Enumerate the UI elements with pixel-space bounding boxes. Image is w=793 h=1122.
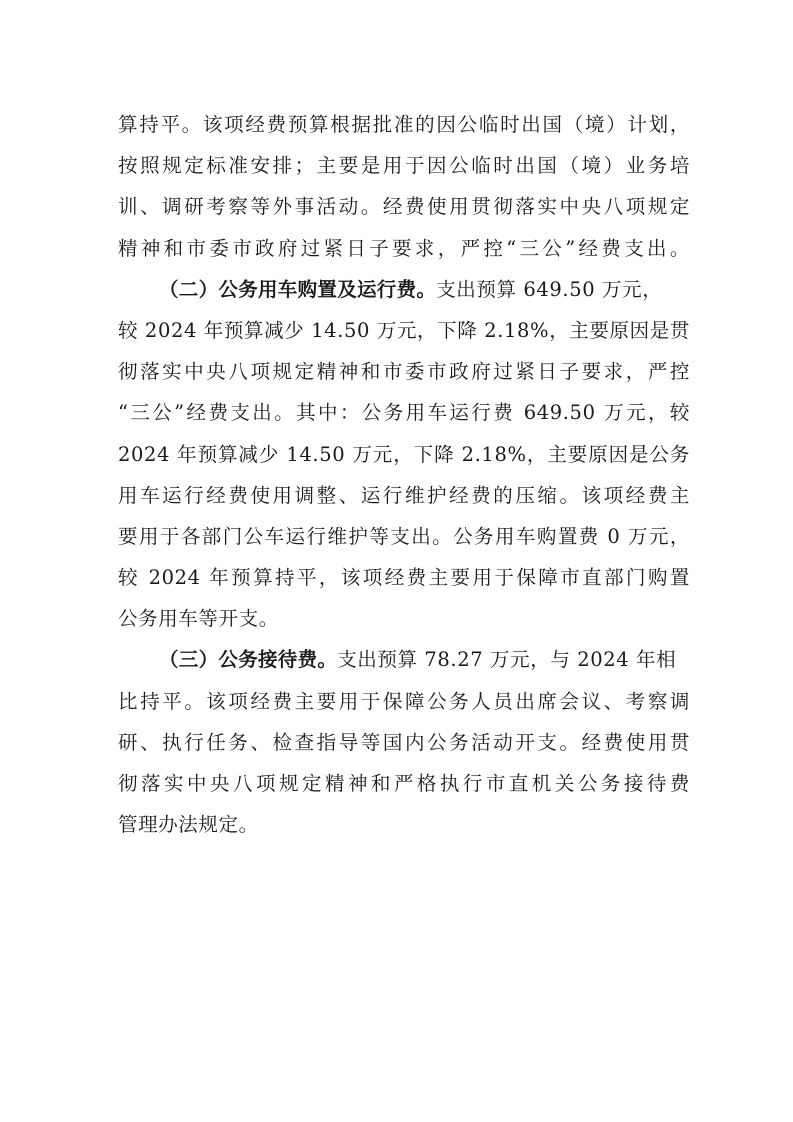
text-line-first bbox=[118, 269, 690, 310]
text-line: 用车运行经费使用调整、运行维护经费的压缩。该项经费主 bbox=[118, 483, 690, 507]
section-heading-vehicle: （二）公务用车购置及运行费。 bbox=[159, 277, 437, 301]
text-line: 管理办法规定。 bbox=[118, 813, 259, 837]
section-heading-reception: （三）公务接待费。 bbox=[159, 648, 338, 672]
text-line: 彻落实中央八项规定精神和严格执行市直机关公务接待费 bbox=[118, 772, 690, 795]
text-line: 要用于各部门公车运行维护等支出。公务用车购置费 0 万元， bbox=[118, 524, 690, 548]
text-line: “三公”经费支出。其中：公务用车运行费 649.50 万元，较 bbox=[118, 401, 690, 425]
text-line: 算持平。该项经费预算根据批准的因公临时出国（境）计划， bbox=[118, 113, 690, 136]
paragraph-vehicle-costs bbox=[118, 269, 690, 640]
text-line: 研、执行任务、检查指导等国内公务活动开支。经费使用贯 bbox=[118, 730, 690, 754]
document-body bbox=[118, 104, 690, 845]
text-run: 支出预算 649.50 万元， bbox=[436, 277, 663, 301]
text-run: 支出预算 78.27 万元，与 2024 年相 bbox=[337, 648, 677, 672]
text-line: 公务用车等开支。 bbox=[118, 607, 279, 631]
text-line: 彻落实中央八项规定精神和市委市政府过紧日子要求，严控 bbox=[118, 360, 690, 384]
paragraph-reception-costs bbox=[118, 639, 690, 845]
text-line: 2024 年预算减少 14.50 万元，下降 2.18%，主要原因是公务 bbox=[118, 442, 690, 466]
paragraph-overseas-travel bbox=[118, 104, 690, 269]
text-line-first bbox=[118, 639, 690, 680]
text-line: 较 2024 年预算减少 14.50 万元，下降 2.18%，主要原因是贯 bbox=[118, 318, 690, 342]
text-line: 较 2024 年预算持平，该项经费主要用于保障市直部门购置 bbox=[118, 566, 690, 590]
text-line: 比持平。该项经费主要用于保障公务人员出席会议、考察调 bbox=[118, 689, 690, 713]
text-line: 精神和市委市政府过紧日子要求，严控“三公”经费支出。 bbox=[118, 236, 690, 260]
text-line: 按照规定标准安排；主要是用于因公临时出国（境）业务培 bbox=[118, 154, 690, 178]
text-line: 训、调研考察等外事活动。经费使用贯彻落实中央八项规定 bbox=[118, 195, 690, 219]
